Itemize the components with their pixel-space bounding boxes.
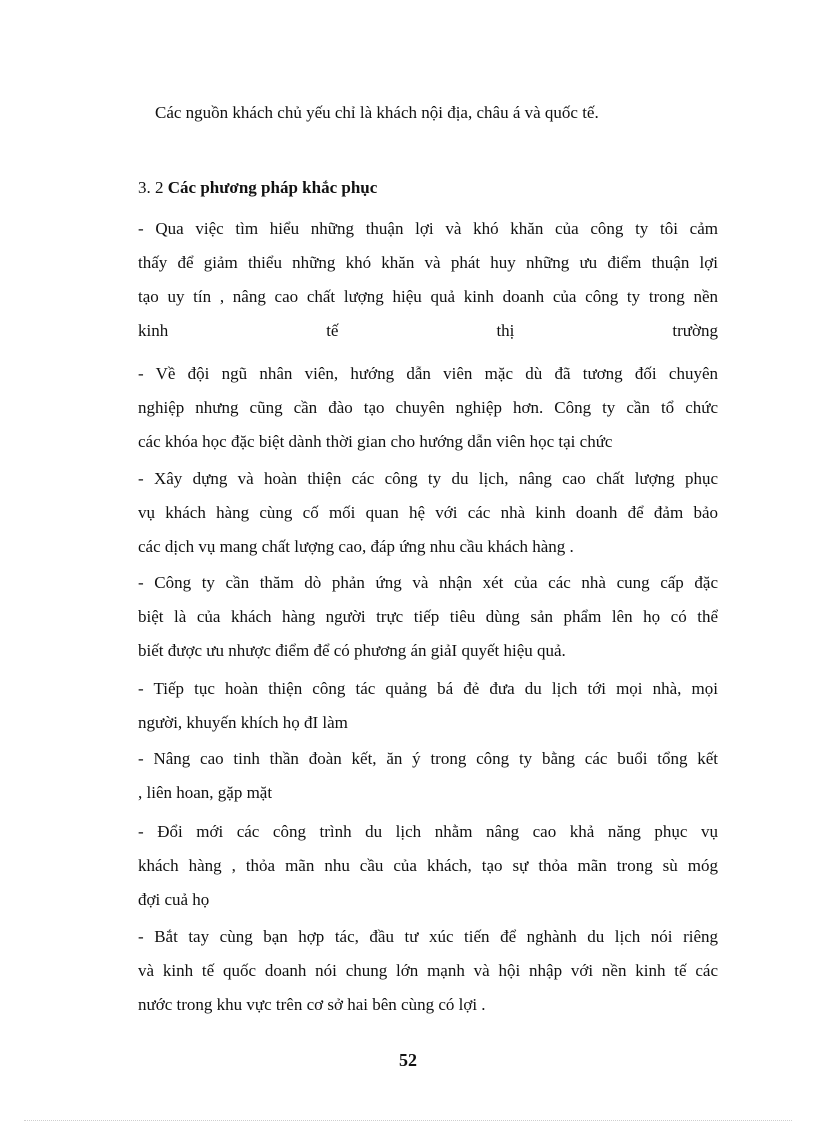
intro-paragraph <box>155 98 715 128</box>
paragraph-line: tạo uy tín , nâng cao chất lượng hiệu quả kinh doanh của công ty trong nền <box>138 287 718 306</box>
paragraph-line: - Đổi mới các công trình du lịch nhằm nâng cao khả năng phục vụ <box>138 822 718 841</box>
paragraph-line: - Qua việc tìm hiểu những thuận lợi và khó khăn của công ty tôi cảm <box>138 219 718 238</box>
intro-line: Các nguồn khách chủ yếu chỉ là khách nội địa, châu á và quốc tế. <box>155 103 599 122</box>
paragraph-line: - Tiếp tục hoàn thiện công tác quảng bá đẻ đưa du lịch tới mọi nhà, mọi <box>138 679 718 698</box>
paragraph-line: biết được ưu nhược điểm để có phương án giảI quyết hiệu quả. <box>138 641 566 660</box>
paragraph-line: khách hàng , thỏa mãn nhu cầu của khách, tạo sự thỏa mãn trong sù móg <box>138 856 718 875</box>
paragraph-line: đợi cuả họ <box>138 890 210 909</box>
paragraph-line: - Nâng cao tinh thần đoàn kết, ăn ý trong công ty bằng các buổi tổng kết <box>138 749 718 768</box>
paragraph-line: người, khuyến khích họ đI làm <box>138 713 348 732</box>
paragraph-8 <box>138 920 718 1022</box>
paragraph-line: vụ khách hàng cùng cố mối quan hệ với các nhà kinh doanh để đảm bảo <box>138 503 718 522</box>
section-number: 3. 2 <box>138 178 164 197</box>
paragraph-7 <box>138 815 718 917</box>
paragraph-line: - Xây dựng và hoàn thiện các công ty du lịch, nâng cao chất lượng phục <box>138 469 718 488</box>
section-title: Các phương pháp khắc phục <box>167 178 378 197</box>
spread-word: kinh <box>138 321 169 340</box>
paragraph-line: nước trong khu vực trên cơ sở hai bên cùng có lợi . <box>138 995 486 1014</box>
paragraph-spread-line <box>138 314 718 348</box>
paragraph-line: - Về đội ngũ nhân viên, hướng dẫn viên mặc dù đã tương đối chuyên <box>138 364 718 383</box>
paragraph-line: và kinh tế quốc doanh nói chung lớn mạnh và hội nhập với nền kinh tế các <box>138 961 718 980</box>
spread-word: thị <box>496 321 515 340</box>
spread-word: trường <box>672 321 718 340</box>
paragraph-6 <box>138 742 718 810</box>
paragraph-line: - Bắt tay cùng bạn hợp tác, đầu tư xúc tiến để nghành du lịch nói riêng <box>138 927 718 946</box>
paragraph-5 <box>138 672 718 740</box>
paragraph-line: các dịch vụ mang chất lượng cao, đáp ứng nhu cầu khách hàng . <box>138 537 574 556</box>
paragraph-4 <box>138 566 718 668</box>
paragraph-line: , liên hoan, gặp mặt <box>138 783 273 802</box>
footer-divider <box>24 1120 792 1121</box>
page-number: 52 <box>399 1050 417 1070</box>
paragraph-2 <box>138 357 718 459</box>
paragraph-3 <box>138 462 718 564</box>
paragraph-line: biệt là của khách hàng người trực tiếp tiêu dùng sản phẩm lên họ có thể <box>138 607 718 626</box>
spread-word: tế <box>326 321 339 340</box>
paragraph-line: nghiệp nhưng cũng cần đào tạo chuyên nghiệp hơn. Công ty cần tổ chức <box>138 398 718 417</box>
paragraph-line: các khóa học đặc biệt dành thời gian cho hướng dẫn viên học tại chức <box>138 432 613 451</box>
paragraph-1 <box>138 212 718 348</box>
paragraph-line: - Công ty cần thăm dò phản ứng và nhận xét của các nhà cung cấp đặc <box>138 573 718 592</box>
section-heading <box>138 174 377 202</box>
paragraph-line: thấy để giảm thiểu những khó khăn và phát huy những ưu điểm thuận lợi <box>138 253 718 272</box>
